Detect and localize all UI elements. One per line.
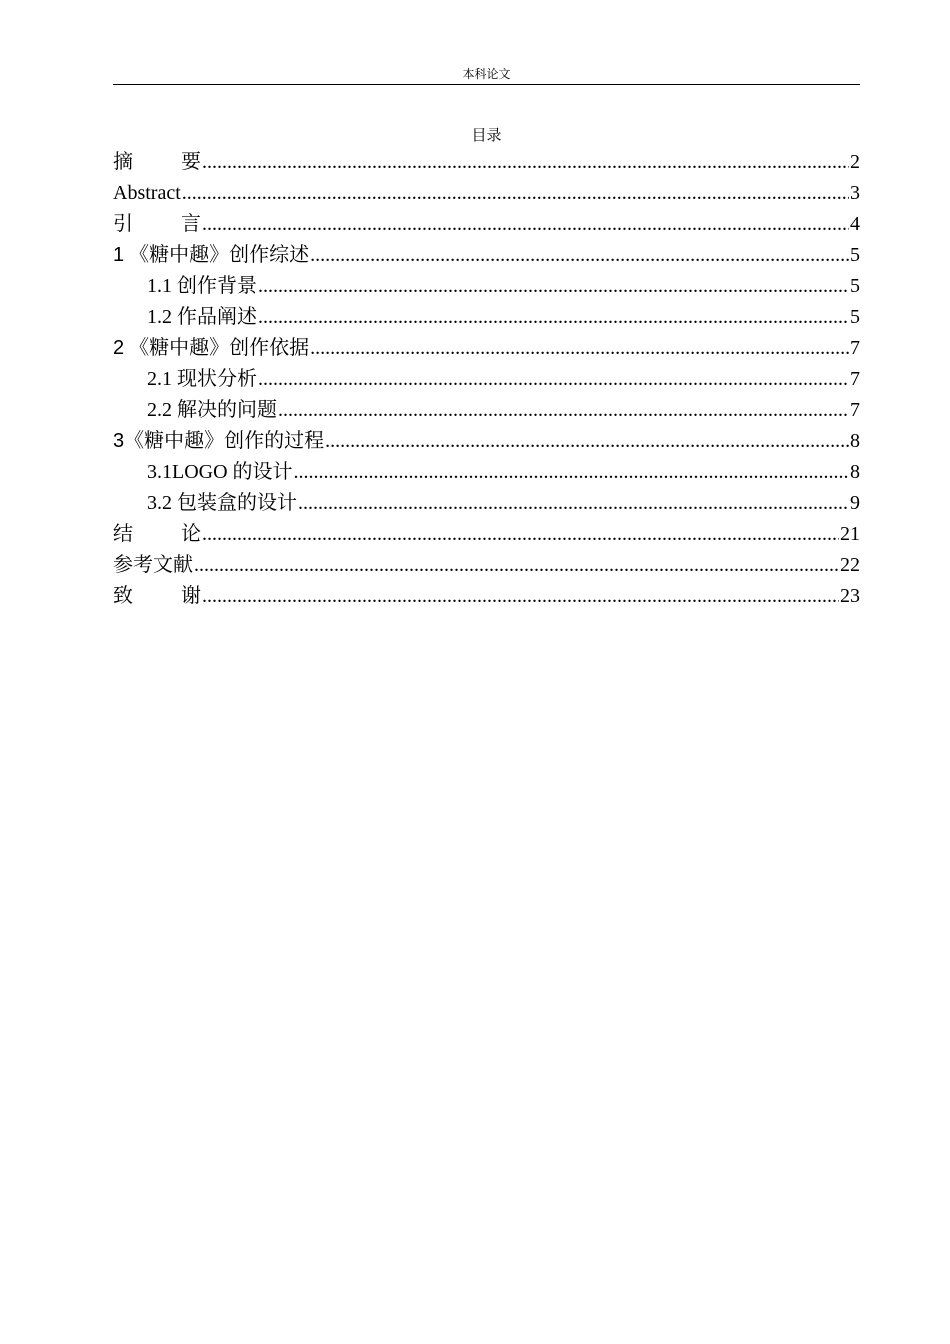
toc-entry-section-1-1[interactable]	[113, 271, 860, 302]
toc-entry-page: 2	[850, 151, 860, 173]
toc-entry-references[interactable]	[113, 550, 860, 581]
toc-entry-label: 引言	[113, 213, 201, 235]
toc-leader-dots	[294, 457, 849, 488]
toc-entry-abstract-en[interactable]	[113, 178, 860, 209]
toc-entry-conclusion[interactable]	[113, 519, 860, 550]
toc-leader-dots	[202, 209, 849, 240]
toc-chapter-number: 1	[113, 244, 125, 266]
toc-leader-dots	[194, 550, 839, 581]
toc-entry-label	[113, 426, 324, 457]
toc-entry-label: 3.1LOGO 的设计	[147, 461, 293, 483]
toc-entry-page: 7	[850, 337, 860, 359]
toc-entry-page: 9	[850, 492, 860, 514]
toc-entry-section-1-2[interactable]	[113, 302, 860, 333]
toc-entry-page: 4	[850, 213, 860, 235]
toc-entry-label: 摘要	[113, 151, 201, 173]
toc-entry-abstract-cn[interactable]	[113, 147, 860, 178]
toc-entry-page: 5	[850, 244, 860, 266]
toc-leader-dots	[202, 519, 839, 550]
toc-entry-page: 22	[840, 554, 860, 576]
toc-chapter-title: 《糖中趣》创作综述	[129, 244, 310, 266]
toc-chapter-number: 2	[113, 337, 125, 359]
toc-leader-dots	[182, 178, 849, 209]
toc-entry-label: Abstract	[113, 182, 181, 204]
toc-leader-dots	[325, 426, 849, 457]
toc-entry-chapter-3[interactable]	[113, 426, 860, 457]
toc-chapter-title: 《糖中趣》创作依据	[129, 337, 310, 359]
toc-entry-acknowledgements[interactable]	[113, 581, 860, 612]
toc-leader-dots	[258, 302, 849, 333]
toc-leader-dots	[278, 395, 849, 426]
toc-entry-section-3-1[interactable]	[113, 457, 860, 488]
toc-entry-label: 致谢	[113, 585, 201, 607]
page-header	[113, 64, 860, 85]
toc-chapter-number: 3	[113, 430, 125, 452]
toc-entry-label: 结论	[113, 523, 201, 545]
toc-entry-page: 8	[850, 430, 860, 452]
toc-entry-section-3-2[interactable]	[113, 488, 860, 519]
toc-entry-label	[113, 333, 309, 364]
toc-entry-label: 3.2 包装盒的设计	[147, 492, 297, 514]
toc-entry-page: 21	[840, 523, 860, 545]
toc-chapter-title: 《糖中趣》创作的过程	[124, 430, 325, 452]
toc-leader-dots	[258, 364, 849, 395]
toc-leader-dots	[202, 147, 849, 178]
toc-entry-label: 参考文献	[113, 554, 193, 576]
toc-entry-label: 2.2 解决的问题	[147, 399, 277, 421]
toc-title: 目录	[471, 128, 502, 144]
toc-entry-section-2-1[interactable]	[113, 364, 860, 395]
toc-entry-chapter-1[interactable]	[113, 240, 860, 271]
toc-entry-label	[113, 240, 309, 271]
toc-entry-page: 23	[840, 585, 860, 607]
toc-entry-section-2-2[interactable]	[113, 395, 860, 426]
toc-leader-dots	[258, 271, 849, 302]
toc-entry-label: 2.1 现状分析	[147, 368, 257, 390]
toc-entry-page: 7	[850, 368, 860, 390]
toc-entry-page: 7	[850, 399, 860, 421]
toc-entry-page: 5	[850, 306, 860, 328]
toc-leader-dots	[298, 488, 849, 519]
toc-leader-dots	[310, 333, 849, 364]
running-title: 本科论文	[462, 67, 511, 81]
toc-entry-label: 1.2 作品阐述	[147, 306, 257, 328]
table-of-contents	[113, 147, 860, 612]
toc-entry-page: 5	[850, 275, 860, 297]
toc-entry-introduction[interactable]	[113, 209, 860, 240]
toc-entry-page: 8	[850, 461, 860, 483]
toc-entry-page: 3	[850, 182, 860, 204]
toc-entry-chapter-2[interactable]	[113, 333, 860, 364]
toc-leader-dots	[310, 240, 849, 271]
toc-entry-label: 1.1 创作背景	[147, 275, 257, 297]
toc-leader-dots	[202, 581, 839, 612]
